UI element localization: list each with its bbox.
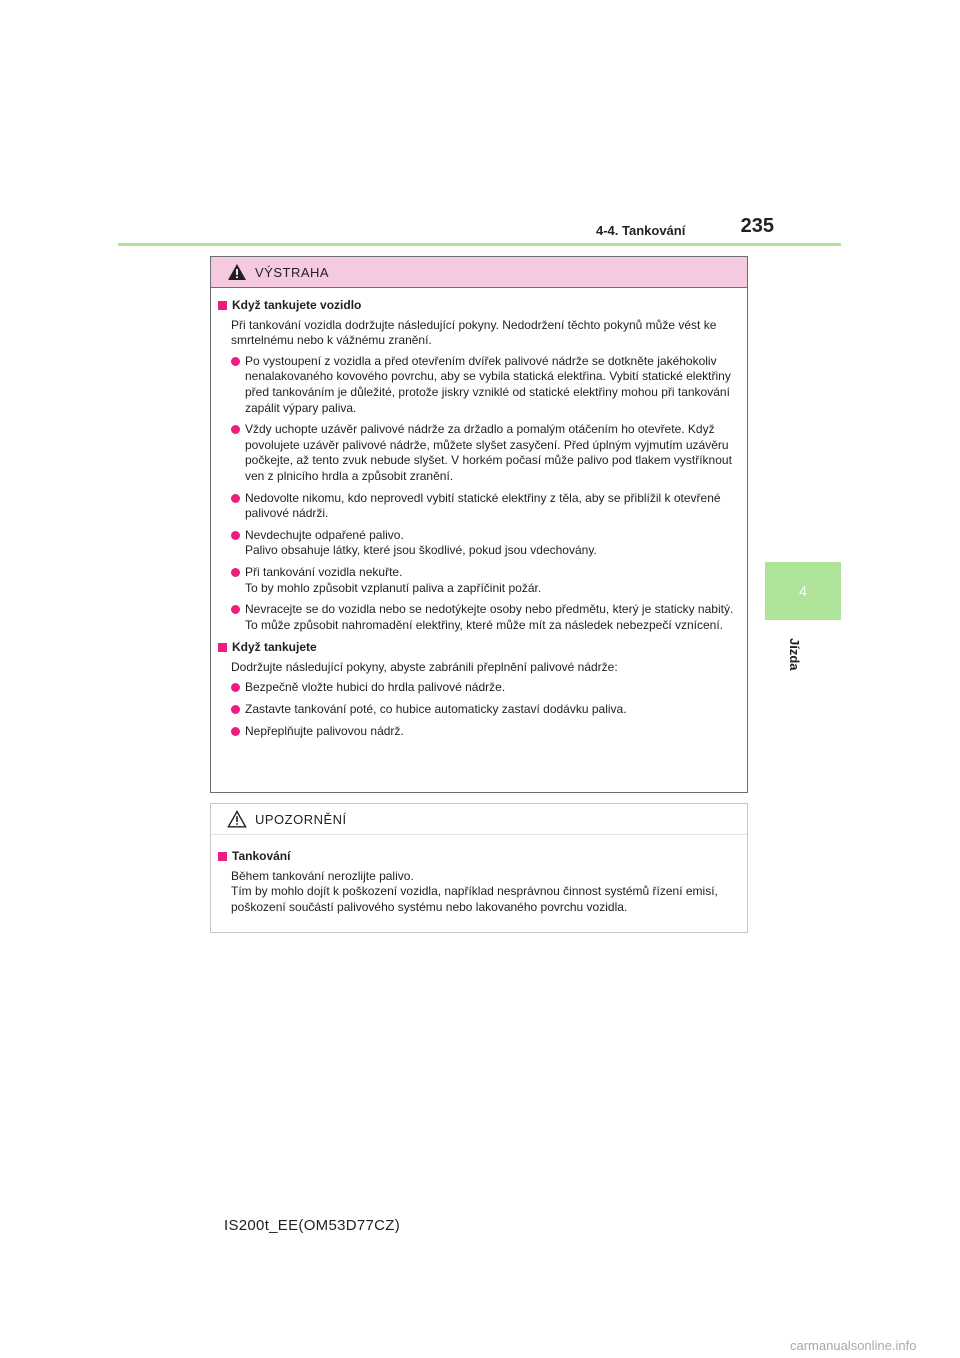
- footer-model-code: IS200t_EE(OM53D77CZ): [224, 1217, 401, 1234]
- section-heading: [218, 849, 739, 865]
- round-bullet-icon: [231, 425, 240, 434]
- caution-section-refueling: [218, 849, 739, 915]
- round-bullet-icon: [231, 727, 240, 736]
- section-intro: Dodržujte následující pokyny, abyste zabránili přeplnění palivové nádrže:: [231, 659, 618, 674]
- round-bullet-icon: [231, 531, 240, 540]
- list-item: [231, 528, 739, 559]
- list-item-text: Nepřeplňujte palivovou nádrž.: [245, 723, 404, 738]
- list-item: [231, 724, 739, 740]
- section-heading-text: Když tankujete: [232, 640, 317, 655]
- warning-section-refueling-vehicle: [218, 298, 739, 633]
- list-item: [231, 602, 739, 633]
- round-bullet-icon: [231, 494, 240, 503]
- warning-body: [211, 288, 747, 739]
- round-bullet-icon: [231, 683, 240, 692]
- header-section-title: 4-4. Tankování: [596, 223, 686, 238]
- round-bullet-icon: [231, 357, 240, 366]
- warning-header: [211, 257, 747, 288]
- warning-triangle-icon: [227, 263, 247, 281]
- section-heading-text: Když tankujete vozidlo: [232, 298, 362, 312]
- list-item-text: Nedovolte nikomu, kdo neprovedl vybití statické elektřiny z těla, aby se přiblížil k otevřené palivové nádrži.: [245, 490, 721, 521]
- bullet-list: [218, 354, 739, 634]
- section-heading: [218, 640, 739, 656]
- caution-box: [210, 803, 748, 933]
- list-item: [231, 702, 739, 718]
- square-bullet-icon: [218, 643, 227, 652]
- bullet-list: [218, 680, 739, 739]
- list-item-text: Zastavte tankování poté, co hubice automaticky zastaví dodávku paliva.: [245, 702, 627, 717]
- caution-header: [211, 804, 747, 835]
- list-item-text: Nevdechujte odpařené palivo. Palivo obsahuje látky, které jsou škodlivé, pokud jsou vdechovány.: [245, 527, 597, 558]
- list-item-text: Při tankování vozidla nekuřte. To by mohlo způsobit vzplanutí paliva a zapříčinit požár.: [245, 564, 542, 595]
- list-item-text: Vždy uchopte uzávěr palivové nádrže za držadlo a pomalým otáčením ho otevřete. Když povolujete uzávěr palivové nádrže, můžete slyšet zasyčení. Před úplným vyjmutím uzávěru počkejte, až tento zvuk nebude slyšet. V horkém počasí může palivo pod tlakem vystříknout ven z plnicího hrdla a způsobit zranění.: [245, 422, 732, 483]
- chapter-number: 4: [799, 583, 807, 599]
- list-item: [231, 565, 739, 596]
- caution-line-1: Během tankování nerozlijte palivo.: [231, 868, 414, 883]
- list-item: [231, 354, 739, 416]
- caution-body: [211, 835, 747, 915]
- section-intro: Při tankování vozidla dodržujte následující pokyny. Nedodržení těchto pokynů může vést ke smrtelnému nebo k vážnému zranění.: [231, 317, 717, 348]
- round-bullet-icon: [231, 705, 240, 714]
- square-bullet-icon: [218, 852, 227, 861]
- section-heading-text: Tankování: [232, 849, 291, 863]
- list-item-text: Po vystoupení z vozidla a před otevřením dvířek palivové nádrže se dotkněte jakéhokoliv nenalakovaného kovového povrchu, aby se vybila statická elektřina. Vybití statické elektřiny před tankováním je důležité, protože jiskry vzniklé od statické elektřiny mohou při tankování zapálit výpary paliva.: [245, 353, 731, 415]
- chapter-tab: [765, 562, 841, 620]
- header-rule: [118, 243, 841, 246]
- warning-title: VÝSTRAHA: [255, 264, 330, 280]
- caution-title: UPOZORNĚNÍ: [255, 811, 347, 827]
- list-item-text: Nevracejte se do vozidla nebo se nedotýkejte osoby nebo předmětu, který je staticky nabitý. To může způsobit nahromadění elektřiny, které může mít za následek nebezpečí vznícení.: [245, 602, 734, 632]
- caution-triangle-icon: [227, 810, 247, 828]
- section-heading: [218, 298, 739, 314]
- round-bullet-icon: [231, 605, 240, 614]
- list-item-text: Bezpečně vložte hubici do hrdla palivové nádrže.: [245, 680, 506, 695]
- caution-line-2: Tím by mohlo dojít k poškození vozidla, například nesprávnou činnost systémů řízení emisí, poškození součástí palivového systému nebo lakovaného povrchu vozidla.: [231, 884, 718, 914]
- warning-box: [210, 256, 748, 793]
- round-bullet-icon: [231, 568, 240, 577]
- page-number: 235: [740, 215, 774, 237]
- list-item: [231, 422, 739, 484]
- square-bullet-icon: [218, 301, 227, 310]
- warning-section-refueling: [218, 640, 739, 739]
- list-item: [231, 491, 739, 522]
- list-item: [231, 680, 739, 696]
- chapter-label: Jízda: [787, 638, 802, 671]
- watermark: carmanualsonline.info: [790, 1338, 917, 1353]
